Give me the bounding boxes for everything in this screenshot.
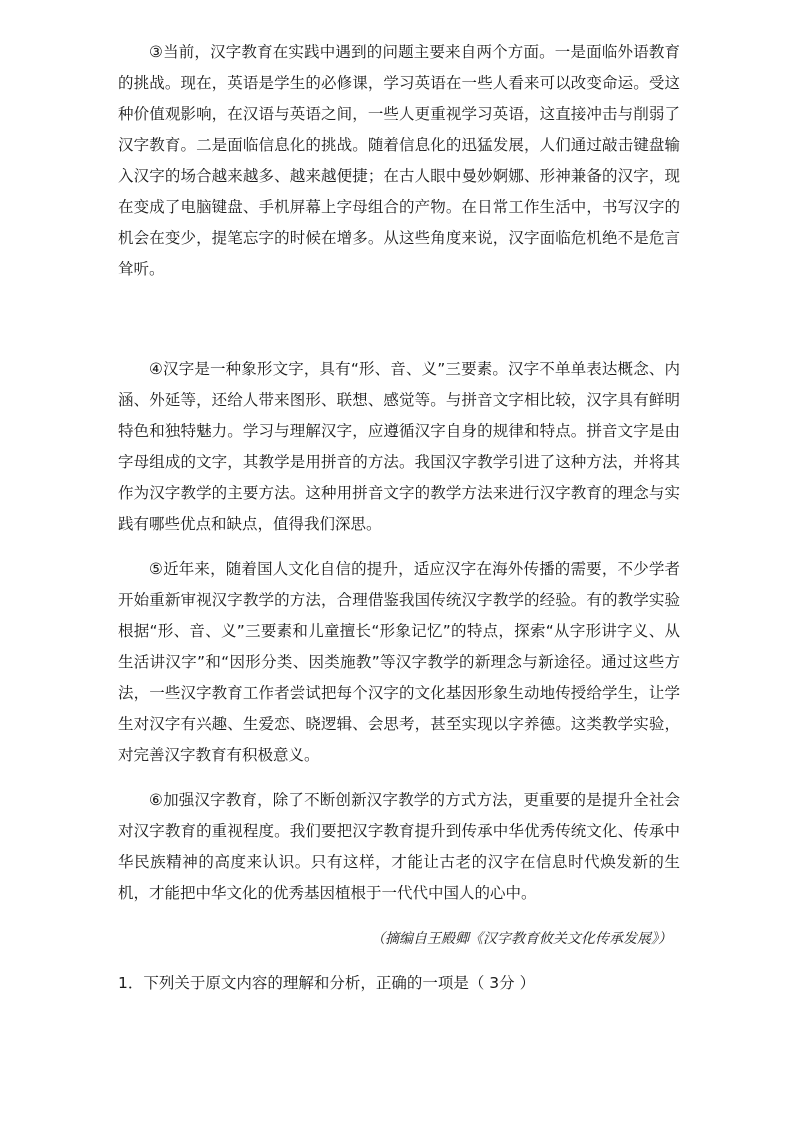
paragraph-4: ④汉字是一种象形文字，具有“形、音、义”三要素。汉字不单单表达概念、内涵、外延等，还给人带来图形、联想、感觉等。与拼音文字相比较，汉字具有鲜明特色和独特魅力。学习与理解汉字，应遵循汉字自身的规律和特点。拼音文字是由字母组成的文字，其教学是用拼音的方法。我国汉字教学引进了这种方法，并将其作为汉字教学的主要方法。这种用拼音文字的教学方法来进行汉字教育的理念与实践有哪些优点和缺点，值得我们深思。 bbox=[118, 360, 680, 533]
paragraph-3: ③当前，汉字教育在实践中遇到的问题主要来自两个方面。一是面临外语教育的挑战。现在，英语是学生的必修课，学习英语在一些人看来可以改变命运。受这种价值观影响，在汉语与英语之间，一些人更重视学习英语，这直接冲击与削弱了汉字教育。二是面临信息化的挑战。随着信息化的迅猛发展，人们通过敲击键盘输入汉字的场合越来越多、越来越便捷；在古人眼中曼妙婀娜、形神兼备的汉字，现在变成了电脑键盘、手机屏幕上字母组合的产物。在日常工作生活中，书写汉字的机会在变少，提笔忘字的时候在增多。从这些角度来说，汉字面临危机绝不是危言耸听。 bbox=[118, 43, 680, 278]
source-citation: （摘编自王殿卿《汉字教育攸关文化传承发展》） bbox=[371, 931, 672, 947]
question-1: 1．下列关于原文内容的理解和分析，正确的一项是（ 3分 ） bbox=[118, 974, 536, 992]
paragraph-5: ⑤近年来，随着国人文化自信的提升，适应汉字在海外传播的需要，不少学者开始重新审视汉字教学的方法，合理借鉴我国传统汉字教学的经验。有的教学实验根据“形、音、义”三要素和儿童擅长“形象记忆”的特点，探索“从字形讲字义、从生活讲汉字”和“因形分类、因类施教”等汉字教学的新理念与新途径。通过这些方法，一些汉字教育工作者尝试把每个汉字的文化基因形象生动地传授给学生，让学生对汉字有兴趣、生爱恋、晓逻辑、会思考，甚至实现以字养德。这类教学实验，对完善汉字教育有积极意义。 bbox=[118, 560, 680, 764]
paragraph-6: ⑥加强汉字教育，除了不断创新汉字教学的方式方法，更重要的是提升全社会对汉字教育的重视程度。我们要把汉字教育提升到传承中华优秀传统文化、传承中华民族精神的高度来认识。只有这样，才能让古老的汉字在信息时代焕发新的生机，才能把中华文化的优秀基因植根于一代代中国人的心中。 bbox=[118, 791, 680, 902]
